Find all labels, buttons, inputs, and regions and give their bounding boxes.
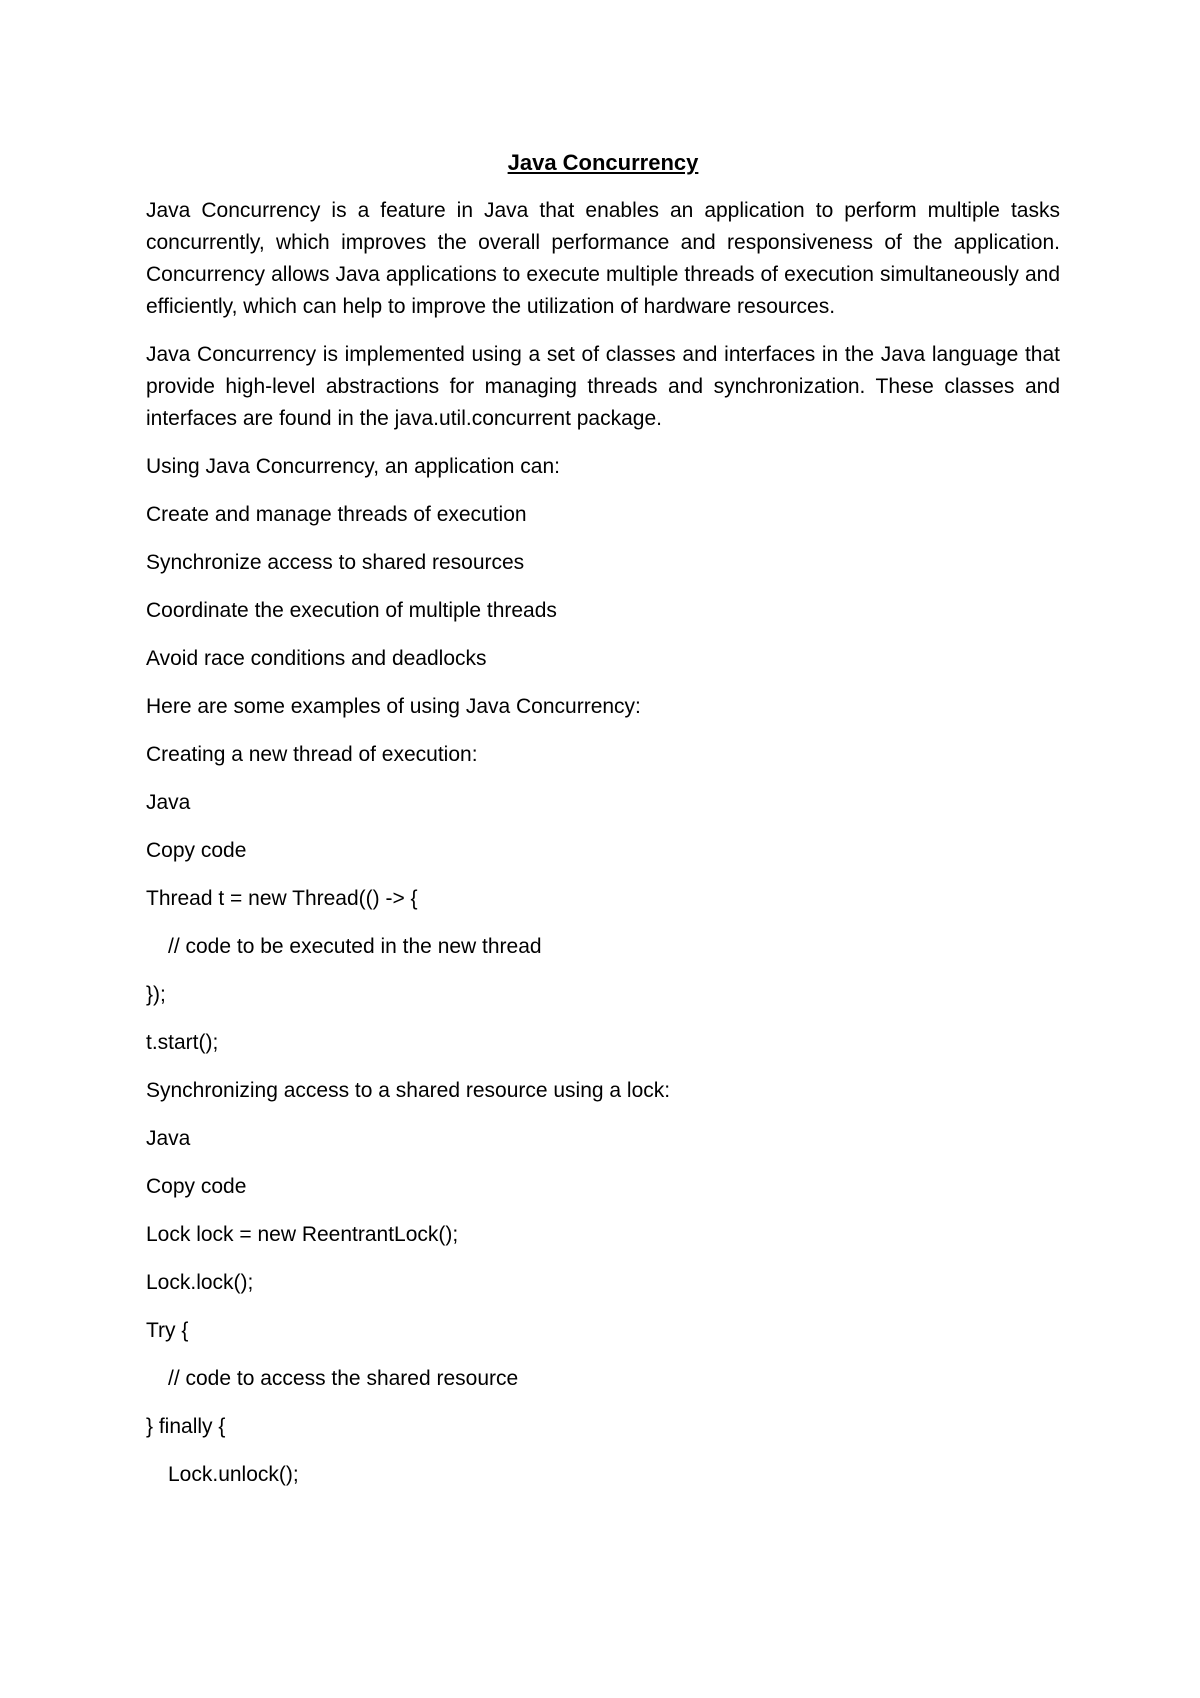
code-comment-line: // code to access the shared resource	[168, 1367, 519, 1390]
capability-item: Coordinate the execution of multiple threads	[146, 599, 557, 622]
implementation-paragraph: Java Concurrency is implemented using a set of classes and interfaces in the Java language that provide high-level abstractions for managing threads and synchronization. These classes and interfaces are found in the java.util.concurrent package.	[146, 343, 1060, 430]
examples-intro: Here are some examples of using Java Concurrency:	[146, 695, 641, 718]
document-body	[146, 148, 1060, 1507]
code-language-label: Java	[146, 1127, 191, 1150]
copy-code-label: Copy code	[146, 839, 247, 862]
capability-item: Avoid race conditions and deadlocks	[146, 647, 487, 670]
code-line: } finally {	[146, 1415, 226, 1438]
code-line: t.start();	[146, 1031, 219, 1054]
code-line: Lock.unlock();	[168, 1463, 299, 1486]
code-line: });	[146, 983, 166, 1006]
code-line: Lock.lock();	[146, 1271, 254, 1294]
capability-item: Synchronize access to shared resources	[146, 551, 525, 574]
example-heading: Creating a new thread of execution:	[146, 743, 478, 766]
capabilities-intro: Using Java Concurrency, an application can:	[146, 455, 561, 478]
code-line: Thread t = new Thread(() -> {	[146, 887, 418, 910]
intro-paragraph: Java Concurrency is a feature in Java that enables an application to perform multiple tasks concurrently, which improves the overall performance and responsiveness of the application. Concurrency allows Java applications to execute multiple threads of execution simultaneously and efficiently, which can help to improve the utilization of hardware resources.	[146, 199, 1060, 318]
code-line: Lock lock = new ReentrantLock();	[146, 1223, 459, 1246]
example-heading: Synchronizing access to a shared resource using a lock:	[146, 1079, 671, 1102]
code-line: Try {	[146, 1319, 189, 1342]
capability-item: Create and manage threads of execution	[146, 503, 527, 526]
code-language-label: Java	[146, 791, 191, 814]
document-title: Java Concurrency	[507, 150, 699, 175]
code-comment-line: // code to be executed in the new thread	[168, 935, 542, 958]
copy-code-label: Copy code	[146, 1175, 247, 1198]
